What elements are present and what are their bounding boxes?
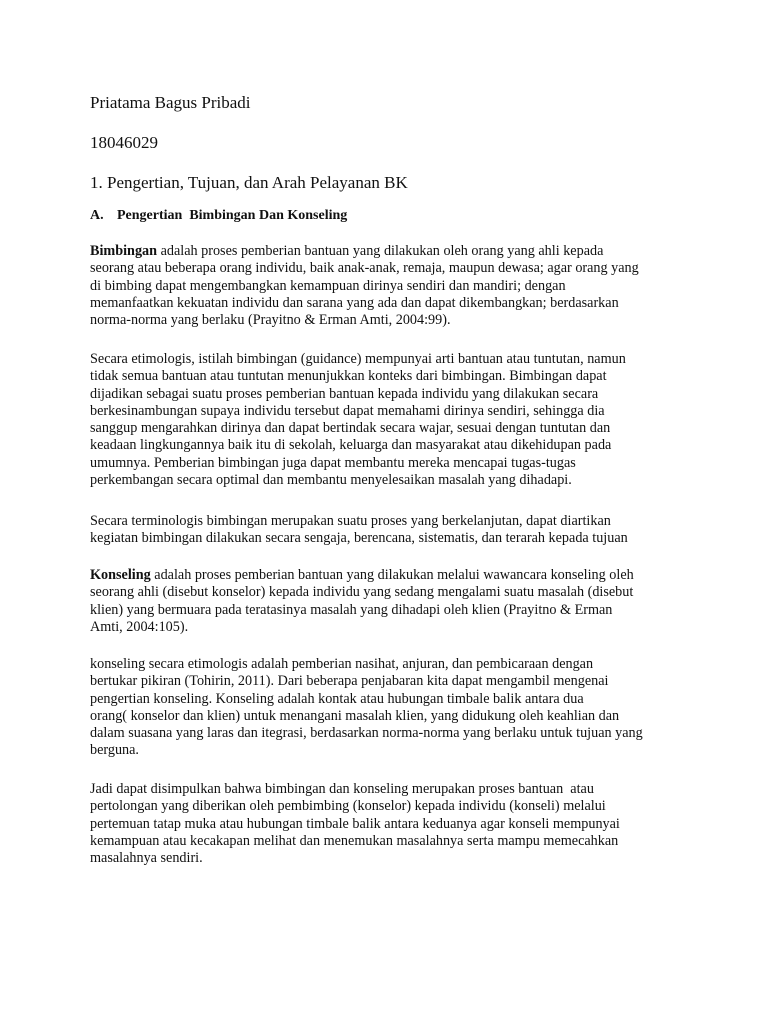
paragraph-line: perkembangan secara optimal dan membantu menyelesaikan masalah yang dihadapi. <box>90 472 572 489</box>
term-bimbingan: Bimbingan <box>90 243 158 259</box>
student-id: 18046029 <box>90 133 158 152</box>
paragraph-line: umumnya. Pemberian bimbingan juga dapat membantu mereka mencapai tugas-tugas <box>90 454 576 471</box>
subsection-letter: A. <box>90 208 104 223</box>
paragraph-line: memanfaatkan kekuatan individu dan sarana yang ada dan dapat dikembangkan; berdasarkan <box>90 294 619 311</box>
paragraph-line: dijadikan sebagai suatu proses pemberian bantuan kepada individu yang dilakukan secara <box>90 385 599 402</box>
paragraph-line <box>90 243 639 260</box>
paragraph-line: klien) yang bermuara pada teratasinya masalah yang dihadapi oleh klien (Prayitno & Erman <box>90 601 613 618</box>
paragraph-line <box>90 567 634 584</box>
paragraph-line: masalahnya sendiri. <box>90 850 203 867</box>
paragraph-konseling-etimologis <box>90 656 643 760</box>
term-konseling: Konseling <box>90 567 151 583</box>
paragraph-line: tidak semua bantuan atau tuntutan menunjukkan konteks dari bimbingan. Bimbingan dapat <box>90 368 607 385</box>
paragraph-line: konseling secara etimologis adalah pemberian nasihat, anjuran, dan pembicaraan dengan <box>90 656 594 672</box>
paragraph-line: pertemuan tatap muka atau hubungan timbale balik antara keduanya agar konseli mempunyai <box>90 815 620 832</box>
paragraph-bimbingan-etimologis <box>90 351 626 489</box>
paragraph-line: keadaan lingkungannya baik itu di sekolah, keluarga dan masyarakat atau dikehidupan pada <box>90 437 612 454</box>
paragraph-line: berguna. <box>90 742 139 759</box>
paragraph-line: pengertian konseling. Konseling adalah kontak atau hubungan timbale balik antara dua <box>90 690 584 707</box>
paragraph-konseling-definition <box>90 567 634 636</box>
paragraph-line: pertolongan yang diberikan oleh pembimbing (konselor) kepada individu (konseli) melalui <box>90 798 606 815</box>
paragraph-line: Jadi dapat disimpulkan bahwa bimbingan dan konseling merupakan proses bantuan atau <box>90 781 594 797</box>
paragraph-line: berkesinambungan supaya individu tersebut dapat memahami dirinya sendiri, sehingga dia <box>90 402 605 419</box>
paragraph-line: Amti, 2004:105). <box>90 618 189 635</box>
subsection-heading <box>90 208 347 224</box>
paragraph-line-text: adalah proses pemberian bantuan yang dilakukan oleh orang yang ahli kepada <box>157 243 604 259</box>
paragraph-line: Secara etimologis, istilah bimbingan (guidance) mempunyai arti bantuan atau tuntutan, namun <box>90 351 626 367</box>
paragraph-line: di bimbing dapat mengembangkan kemampuan dirinya sendiri dan mandiri; dengan <box>90 277 566 294</box>
paragraph-line: seorang ahli (disebut konselor) kepada individu yang sedang mengalami suatu masalah (disebut <box>90 584 634 601</box>
author-name: Priatama Bagus Pribadi <box>90 93 251 112</box>
paragraph-line: bertukar pikiran (Tohirin, 2011). Dari beberapa penjabaran kita dapat mengambil mengenai <box>90 673 609 690</box>
subsection-title: Pengertian Bimbingan Dan Konseling <box>117 208 348 223</box>
paragraph-bimbingan-definition <box>90 243 639 329</box>
paragraph-conclusion <box>90 781 620 867</box>
paragraph-line-text: adalah proses pemberian bantuan yang dilakukan melalui wawancara konseling oleh <box>150 567 634 583</box>
paragraph-line: orang( konselor dan klien) untuk menangani masalah klien, yang didukung oleh keahlian dan <box>90 707 620 724</box>
section-title: 1. Pengertian, Tujuan, dan Arah Pelayanan BK <box>90 173 408 192</box>
paragraph-line: kemampuan atau kecakapan melihat dan menemukan masalahnya serta mampu memecahkan <box>90 832 619 849</box>
paragraph-bimbingan-terminologis <box>90 513 628 548</box>
paragraph-line: seorang atau beberapa orang individu, baik anak-anak, remaja, maupun dewasa; agar orang yang <box>90 260 639 277</box>
paragraph-line: sanggup mengarahkan dirinya dan dapat bertindak secara wajar, sesuai dengan tuntutan dan <box>90 420 611 437</box>
paragraph-line: norma-norma yang berlaku (Prayitno & Erman Amti, 2004:99). <box>90 312 451 329</box>
paragraph-line: kegiatan bimbingan dilakukan secara sengaja, berencana, sistematis, dan terarah kepada tujuan <box>90 530 628 547</box>
paragraph-line: dalam suasana yang laras dan itegrasi, berdasarkan norma-norma yang berlaku untuk tujuan yang <box>90 725 643 742</box>
paragraph-line: Secara terminologis bimbingan merupakan suatu proses yang berkelanjutan, dapat diartikan <box>90 513 611 529</box>
